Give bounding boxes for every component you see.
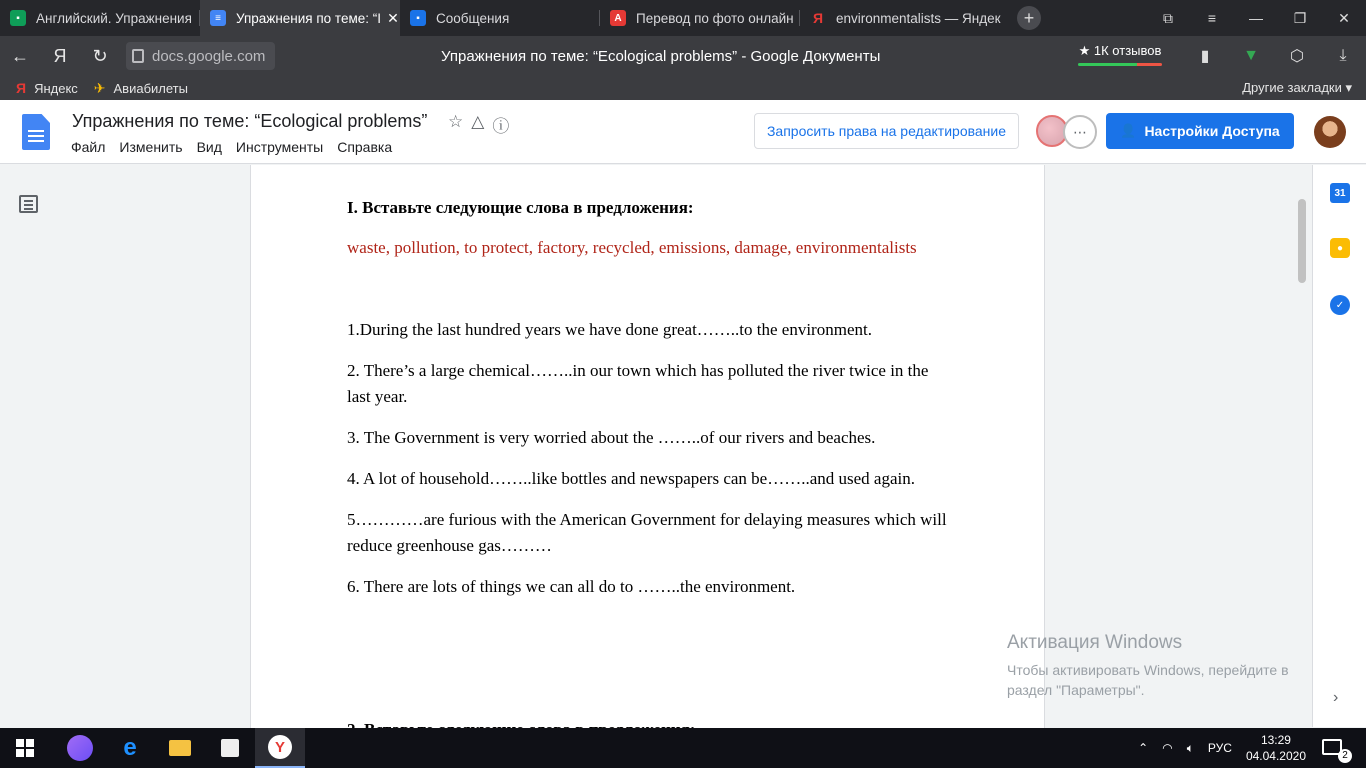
document-area: [0, 165, 1366, 727]
system-tray: [1124, 728, 1366, 768]
menu-edit[interactable]: Изменить: [119, 139, 183, 155]
store-icon[interactable]: [205, 728, 255, 768]
info-icon[interactable]: ⓘ: [492, 117, 510, 136]
watermark-title: Активация Windows: [1007, 632, 1183, 653]
share-label: Настройки Доступа: [1144, 123, 1280, 139]
bookmarks-bar: [0, 76, 1366, 100]
time: 13:29: [1260, 733, 1291, 747]
reviews-button[interactable]: [1076, 42, 1164, 66]
tab-title: Перевод по фото онлайн: [636, 10, 794, 26]
tab-title: Английский. Упражнения: [36, 10, 192, 26]
tasks-icon[interactable]: ✓: [1330, 295, 1350, 315]
yandex-browser-taskbar-icon[interactable]: Y: [255, 728, 305, 768]
address-bar: [0, 36, 1366, 76]
tab-translate[interactable]: [600, 0, 800, 36]
menu-icon[interactable]: ≡: [1207, 10, 1217, 26]
lock-icon: [132, 49, 144, 63]
volume-icon[interactable]: 🔈︎: [1186, 740, 1194, 755]
person-icon: 👤: [1120, 123, 1137, 138]
yandex-icon: Я: [812, 10, 824, 26]
clock[interactable]: [1246, 732, 1306, 764]
document-title[interactable]: Упражнения по теме: “Ecological problems”: [72, 111, 428, 131]
calendar-icon[interactable]: 31: [1330, 183, 1350, 203]
title-icons: [448, 112, 509, 137]
drive-icon[interactable]: △: [471, 112, 485, 131]
reviews-label: ★ 1К отзывов: [1078, 43, 1162, 58]
browser-tab-strip: [0, 0, 1366, 36]
bookmark-avia[interactable]: [94, 80, 188, 97]
taskbar: [0, 728, 1366, 768]
page-title-header: Упражнения по теме: “Ecological problems” - Google Документы: [441, 47, 881, 65]
tab-classroom[interactable]: [0, 0, 200, 36]
window-controls: [1146, 0, 1366, 36]
document-page[interactable]: [250, 165, 1045, 765]
notification-count: 2: [1338, 749, 1352, 763]
bookmark-icon[interactable]: ▮: [1200, 48, 1210, 65]
exercise-item: 1.During the last hundred years we have done great……..to the environment.: [347, 320, 872, 339]
exercise-item: 6. There are lots of things we can all do to ……..the environment.: [347, 577, 796, 596]
comments-icon[interactable]: ⋯: [1063, 115, 1097, 149]
keep-icon[interactable]: ●: [1330, 238, 1350, 258]
bookmark-yandex[interactable]: [16, 80, 78, 96]
outline-icon[interactable]: [19, 195, 38, 213]
back-button[interactable]: ←: [11, 45, 29, 66]
word-list: waste, pollution, to protect, factory, recycled, emissions, damage, environmentalists: [347, 238, 917, 257]
maximize-button[interactable]: ❐: [1293, 9, 1307, 26]
menu-tools[interactable]: Инструменты: [235, 139, 324, 155]
menu-help[interactable]: Справка: [337, 139, 393, 155]
google-docs-logo-icon[interactable]: [22, 114, 50, 150]
alice-icon[interactable]: [55, 728, 105, 768]
new-tab-button[interactable]: +: [1017, 6, 1041, 30]
document-body: [347, 195, 947, 615]
url-field[interactable]: [126, 42, 275, 70]
chevron-right-icon[interactable]: ›: [1333, 689, 1339, 706]
network-icon[interactable]: ◠: [1162, 741, 1173, 755]
share-button[interactable]: [1106, 113, 1294, 149]
language-indicator[interactable]: РУС: [1207, 741, 1232, 755]
download-icon[interactable]: ⤓: [1339, 47, 1347, 64]
address-bar-icons: [1182, 36, 1366, 76]
date: 04.04.2020: [1245, 749, 1306, 763]
other-bookmarks[interactable]: Другие закладки ▾: [1242, 80, 1352, 95]
messages-icon: ▪: [410, 10, 426, 26]
url-text: docs.google.com: [152, 47, 266, 65]
windows-activation-watermark: [1007, 632, 1312, 700]
tab-messages[interactable]: [400, 0, 600, 36]
user-avatar[interactable]: [1314, 116, 1346, 148]
start-button[interactable]: [0, 728, 50, 768]
exercise-item: 5…………are furious with the American Government for delaying measures which will reduce greenhouse gas………: [347, 510, 947, 555]
tab-title: Упражнения по теме: “I: [236, 10, 381, 26]
tab-docs-active[interactable]: [200, 0, 400, 36]
downloads-manager-icon[interactable]: ▼: [1243, 47, 1259, 64]
side-panel: [1312, 165, 1366, 727]
star-icon[interactable]: ☆: [448, 112, 464, 131]
notifications-icon[interactable]: [1320, 737, 1348, 759]
minimize-button[interactable]: —: [1249, 10, 1263, 26]
reload-button[interactable]: ↻: [92, 45, 108, 66]
bookmark-label: Авиабилеты: [113, 80, 188, 96]
translate-icon: A: [610, 10, 626, 26]
rating-bar: [1078, 63, 1162, 66]
scrollbar[interactable]: [1298, 199, 1306, 283]
classroom-icon: ▪: [10, 10, 26, 26]
chevron-up-icon[interactable]: ⌃: [1138, 741, 1149, 755]
bookmark-label: Яндекс: [34, 80, 78, 96]
docs-icon: ≡: [210, 10, 226, 26]
tab-yandex-search[interactable]: [800, 0, 1000, 36]
file-explorer-icon[interactable]: [155, 728, 205, 768]
yandex-icon: Я: [16, 80, 27, 96]
exercise-item: 4. A lot of household……..like bottles and newspapers can be……..and used again.: [347, 469, 915, 488]
watermark-text: Чтобы активировать Windows, перейдите в раздел "Параметры".: [1007, 662, 1289, 698]
yandex-logo-button[interactable]: Я: [53, 45, 67, 66]
plane-icon: ✈: [93, 79, 106, 96]
exercise-item: 2. There’s a large chemical……..in our town which has polluted the river twice in the last year.: [347, 361, 929, 406]
menu-bar: [71, 139, 392, 155]
request-edit-button[interactable]: Запросить права на редактирование: [754, 113, 1019, 149]
menu-view[interactable]: Вид: [196, 139, 222, 155]
tabs-overview-icon[interactable]: ⧉: [1163, 9, 1173, 26]
close-window-button[interactable]: ✕: [1338, 9, 1350, 26]
edge-icon[interactable]: e: [123, 734, 137, 761]
menu-file[interactable]: Файл: [71, 139, 106, 155]
exercise-item: 3. The Government is very worried about the ……..of our rivers and beaches.: [347, 428, 876, 447]
exercise-heading: I. Вставьте следующие слова в предложения:: [347, 198, 694, 217]
windows-icon: [16, 739, 34, 757]
collections-icon[interactable]: ⬡: [1290, 48, 1304, 65]
tab-title: Сообщения: [436, 10, 510, 26]
tab-title: environmentalists — Яндек: [836, 10, 1001, 26]
close-tab-icon[interactable]: ✕: [387, 10, 399, 26]
